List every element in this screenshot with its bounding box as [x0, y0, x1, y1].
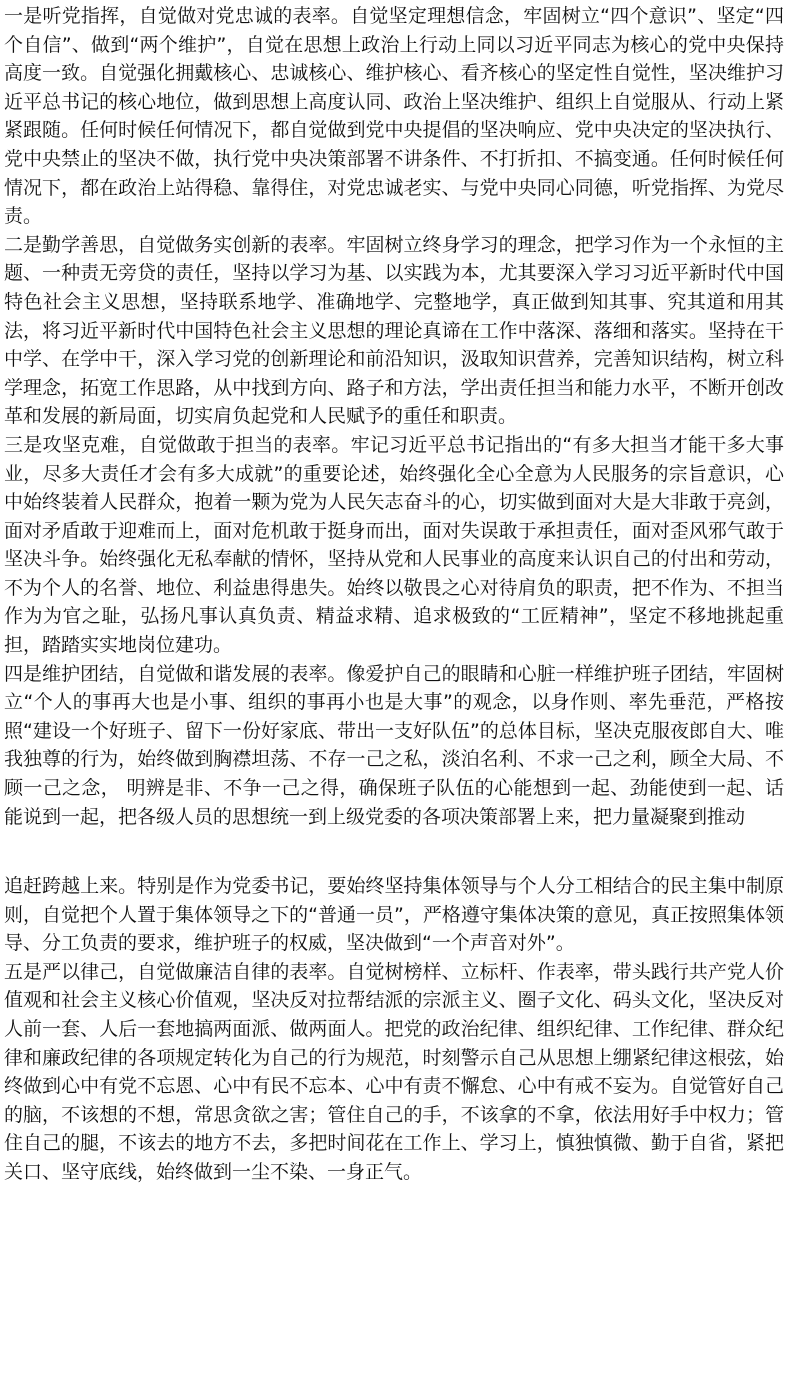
paragraph-unity-continued: 追赶跨越上来。特别是作为党委书记，要始终坚持集体领导与个人分工相结合的民主集中制原则，自觉把个人置于集体领导之下的“普通一员”，严格遵守集体决策的意见，真正按照集体领导、分工负责的要求，维护班子的权威，坚决做到“一个声音对外”。 — [4, 875, 784, 955]
paragraph-responsibility: 三是攻坚克难，自觉做敢于担当的表率。牢记习近平总书记指出的“有多大担当才能干多大事业，尽多大责任才会有多大成就”的重要论述，始终强化全心全意为人民服务的宗旨意识，心中始终装着人民群众，抱着一颗为党为人民矢志奋斗的心，切实做到面对大是大非敢于亮剑，面对矛盾敢于迎难而上，面对危机敢于挺身而出，面对失误敢于承担责任，面对歪风邪气敢于坚决斗争。始终强化无私奉献的情怀，坚持从党和人民事业的高度来认识自己的付出和劳动，不为个人的名誉、地位、利益患得患失。始终以敬畏之心对待肩负的职责，把不作为、不担当作为为官之耻，弘扬凡事认真负责、精益求精、追求极致的“工匠精神”，坚定不移地挑起重担，踏踏实实地岗位建功。 — [4, 433, 784, 657]
paragraph-study: 二是勤学善思，自觉做务实创新的表率。牢固树立终身学习的理念，把学习作为一个永恒的主题、一种责无旁贷的责任，坚持以学习为基、以实践为本，尤其要深入学习习近平新时代中国特色社会主义思想，坚持联系地学、准确地学、完整地学，真正做到知其事、究其道和用其法，将习近平新时代中国特色社会主义思想的理论真谛在工作中落深、落细和落实。坚持在干中学、在学中干，深入学习党的创新理论和前沿知识，汲取知识营养，完善知识结构，树立科学理念，拓宽工作思路，从中找到方向、路子和方法，学出责任担当和能力水平，不断开创改革和发展的新局面，切实肩负起党和人民赋予的重任和职责。 — [4, 233, 784, 428]
paragraph-unity: 四是维护团结，自觉做和谐发展的表率。像爱护自己的眼睛和心脏一样维护班子团结，牢固树立“个人的事再大也是小事、组织的事再小也是大事”的观念，以身作则、率先垂范，严格按照“建设一个好班子、留下一份好家底、带出一支好队伍”的总体目标，坚决克服夜郎自大、唯我独尊的行为，始终做到胸襟坦荡、不存一己之私，淡泊名利、不求一己之利，顾全大局、不顾一己之念， 明辨是非、不争一己之得，确保班子队伍的心能想到一起、劲能使到一起、话能说到一起，把各级人员的思想统一到上级党委的各项决策部署上来，把力量凝聚到推动 — [4, 662, 784, 828]
paragraph-self-discipline: 五是严以律己，自觉做廉洁自律的表率。自觉树榜样、立标杆、作表率，带头践行共产党人价值观和社会主义核心价值观，坚决反对拉帮结派的宗派主义、圈子文化、码头文化，坚决反对人前一套、人后一套地搞两面派、做两面人。把党的政治纪律、组织纪律、工作纪律、群众纪律和廉政纪律的各项规定转化为自己的行为规范，时刻警示自己从思想上绷紧纪律这根弦，始终做到心中有党不忘恩、心中有民不忘本、心中有责不懈怠、心中有戒不妄为。自觉管好自己的脑，不该想的不想，常思贪欲之害；管住自己的手，不该拿的不拿，依法用好手中权力；管住自己的腿，不该去的地方不去，多把时间花在工作上、学习上，慎独慎微、勤于自省，紧把关口、坚守底线，始终做到一尘不染、一身正气。 — [4, 960, 784, 1183]
text-block-lower — [4, 872, 784, 1187]
text-block-upper — [4, 2, 784, 831]
paragraph-loyalty: 一是听党指挥，自觉做对党忠诚的表率。自觉坚定理想信念，牢固树立“四个意识”、坚定“四个自信”、做到“两个维护”，自觉在思想上政治上行动上同以习近平同志为核心的党中央保持高度一致。自觉强化拥戴核心、忠诚核心、维护核心、看齐核心的坚定性自觉性，坚决维护习近平总书记的核心地位，做到思想上高度认同、政治上坚决维护、组织上自觉服从、行动上紧紧跟随。任何时候任何情况下，都自觉做到党中央提倡的坚决响应、党中央决定的坚决执行、党中央禁止的坚决不做，执行党中央决策部署不讲条件、不打折扣、不搞变通。任何时候任何情况下，都在政治上站得稳、靠得住，对党忠诚老实、与党中央同心同德，听党指挥、为党尽责。 — [4, 5, 784, 228]
